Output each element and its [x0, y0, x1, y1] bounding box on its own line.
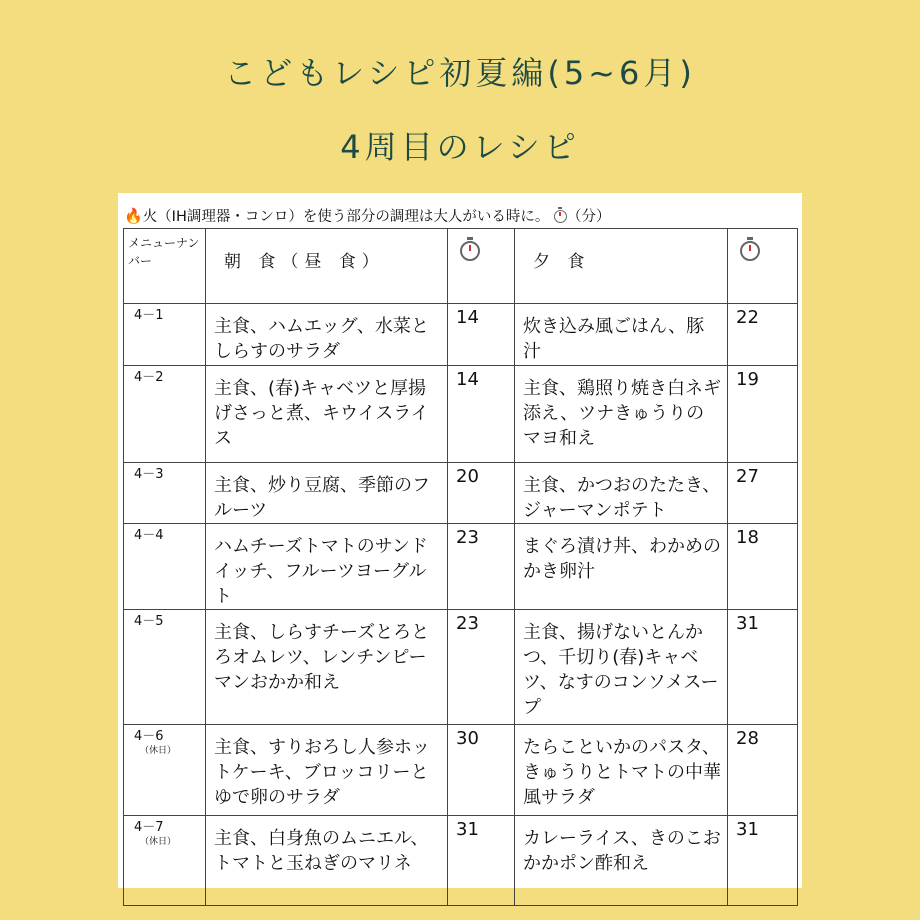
- stopwatch-icon: [460, 241, 480, 261]
- breakfast-menu: 主食、すりおろし人参ホットケーキ、ブロッコリーとゆで卵のサラダ: [206, 725, 448, 816]
- recipe-sheet: [118, 193, 802, 888]
- dinner-menu: カレーライス、きのこおかかポン酢和え: [515, 816, 728, 906]
- menu-number-label: 4－7: [134, 820, 164, 835]
- table-row: [124, 366, 798, 463]
- page-title: こどもレシピ初夏編(5~6月): [224, 54, 696, 92]
- header-breakfast: 朝 食（昼 食）: [206, 229, 448, 304]
- menu-number: [124, 524, 206, 610]
- header-breakfast-time: [448, 229, 515, 304]
- breakfast-minutes: 14: [448, 366, 515, 463]
- menu-number-label: 4－4: [134, 528, 164, 543]
- menu-number: [124, 463, 206, 524]
- dinner-menu: 主食、鶏照り焼き白ネギ添え、ツナきゅうりのマヨ和え: [515, 366, 728, 463]
- breakfast-menu: 主食、炒り豆腐、季節のフルーツ: [206, 463, 448, 524]
- breakfast-minutes: 31: [448, 816, 515, 906]
- page-subtitle: 4周目のレシピ: [340, 128, 580, 166]
- holiday-label: （休日）: [139, 837, 176, 847]
- breakfast-menu: ハムチーズトマトのサンドイッチ、フルーツヨーグルト: [206, 524, 448, 610]
- menu-table: [123, 228, 798, 906]
- dinner-minutes: 27: [728, 463, 798, 524]
- table-row: [124, 725, 798, 816]
- breakfast-menu: 主食、白身魚のムニエル、トマトと玉ねぎのマリネ: [206, 816, 448, 906]
- menu-number-label: 4－5: [134, 614, 164, 629]
- menu-number: [124, 725, 206, 816]
- dinner-minutes: 18: [728, 524, 798, 610]
- dinner-minutes: 28: [728, 725, 798, 816]
- dinner-menu: 主食、かつおのたたき、ジャーマンポテト: [515, 463, 728, 524]
- dinner-menu: たらこといかのパスタ、きゅうりとトマトの中華風サラダ: [515, 725, 728, 816]
- header-dinner: 夕 食: [515, 229, 728, 304]
- breakfast-minutes: 20: [448, 463, 515, 524]
- table-row: [124, 610, 798, 725]
- breakfast-minutes: 30: [448, 725, 515, 816]
- menu-number-label: 4－3: [134, 467, 164, 482]
- safety-note: [124, 205, 796, 227]
- table-row: [124, 524, 798, 610]
- menu-number-label: 4－1: [134, 308, 164, 323]
- header-dinner-time: [728, 229, 798, 304]
- table-row: [124, 304, 798, 366]
- safety-note-text: 火（IH調理器・コンロ）を使う部分の調理は大人がいる時に。: [142, 209, 550, 225]
- menu-number: [124, 304, 206, 366]
- dinner-minutes: 31: [728, 816, 798, 906]
- dinner-menu: 炊き込み風ごはん、豚汁: [515, 304, 728, 366]
- menu-number: [124, 610, 206, 725]
- table-row: [124, 463, 798, 524]
- dinner-minutes: 31: [728, 610, 798, 725]
- stopwatch-icon: [554, 210, 567, 223]
- menu-number-label: 4－6: [134, 729, 164, 744]
- table-header-row: [124, 229, 798, 304]
- menu-number: [124, 366, 206, 463]
- breakfast-minutes: 14: [448, 304, 515, 366]
- menu-number-label: 4－2: [134, 370, 164, 385]
- dinner-minutes: 22: [728, 304, 798, 366]
- dinner-menu: 主食、揚げないとんかつ、千切り(春)キャベツ、なすのコンソメスープ: [515, 610, 728, 725]
- menu-number: [124, 816, 206, 906]
- breakfast-menu: 主食、しらすチーズとろとろオムレツ、レンチンピーマンおかか和え: [206, 610, 448, 725]
- table-row: [124, 816, 798, 906]
- breakfast-minutes: 23: [448, 524, 515, 610]
- header-menu-number: メニューナンバー: [124, 229, 206, 304]
- unit-label: （分）: [566, 209, 611, 225]
- breakfast-menu: 主食、(春)キャベツと厚揚げさっと煮、キウイスライス: [206, 366, 448, 463]
- dinner-minutes: 19: [728, 366, 798, 463]
- stopwatch-icon: [740, 241, 760, 261]
- breakfast-minutes: 23: [448, 610, 515, 725]
- holiday-label: （休日）: [139, 746, 176, 756]
- breakfast-menu: 主食、ハムエッグ、水菜としらすのサラダ: [206, 304, 448, 366]
- fire-icon: 🔥: [124, 207, 143, 225]
- dinner-menu: まぐろ漬け丼、わかめのかき卵汁: [515, 524, 728, 610]
